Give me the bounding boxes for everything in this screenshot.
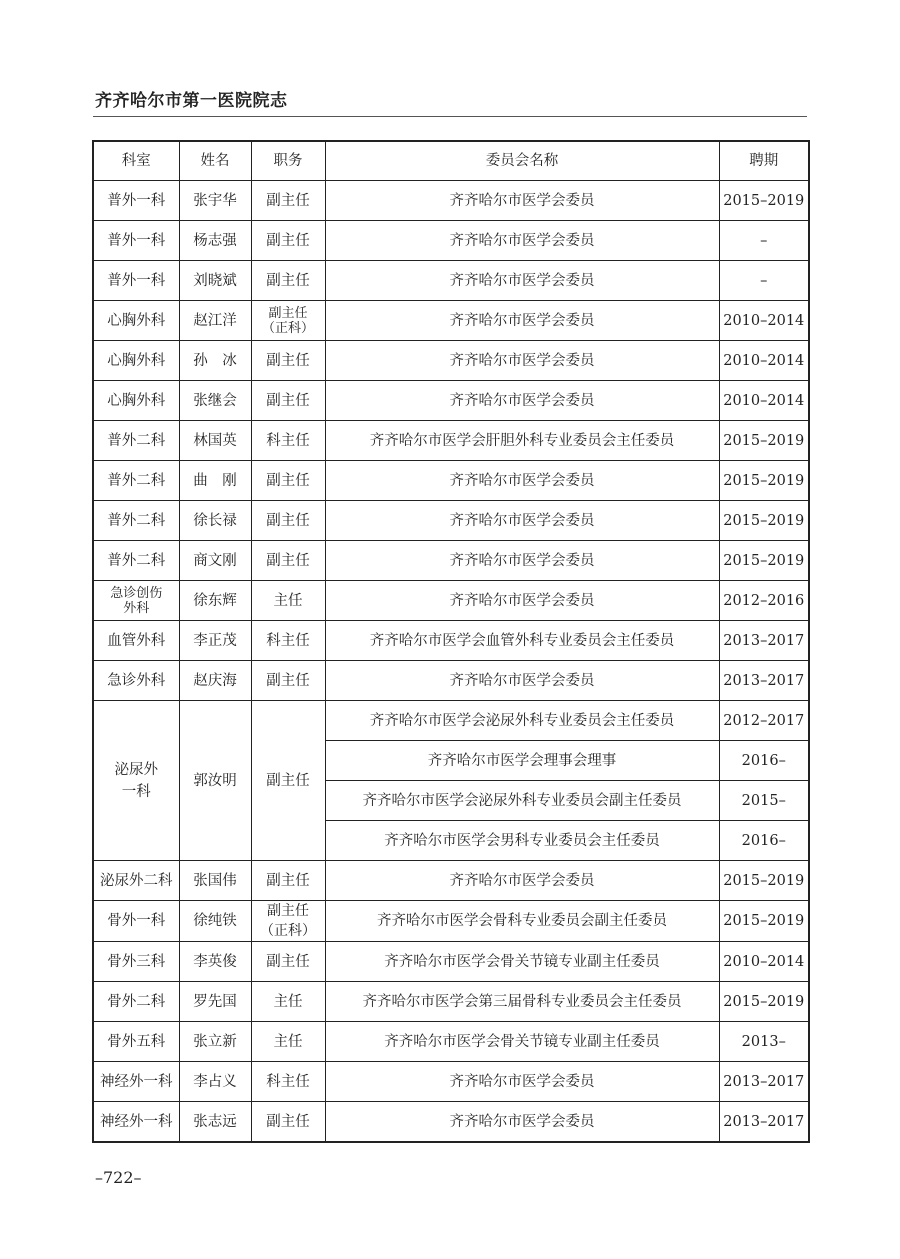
term-cell: 2010–2014 [719, 301, 809, 341]
committee-cell: 齐齐哈尔市医学会骨科专业委员会副主任委员 [325, 901, 719, 942]
table-row [93, 421, 809, 461]
name-cell: 林国英 [179, 421, 251, 461]
table-row [93, 1062, 809, 1102]
term-cell: 2013–2017 [719, 621, 809, 661]
term-cell: 2015–2019 [719, 901, 809, 942]
title-line-1: 副主任 [267, 903, 309, 919]
table-row [93, 181, 809, 221]
name-cell: 李正茂 [179, 621, 251, 661]
dept-cell: 心胸外科 [93, 381, 179, 421]
committee-cell: 齐齐哈尔市医学会肝胆外科专业委员会主任委员 [325, 421, 719, 461]
term-cell: 2010–2014 [719, 942, 809, 982]
title-cell: 副主任 [251, 1102, 325, 1143]
table-row [93, 301, 809, 341]
dept-cell: 普外二科 [93, 501, 179, 541]
dept-cell: 神经外一科 [93, 1062, 179, 1102]
column-header-name: 姓名 [179, 141, 251, 181]
title-cell [251, 301, 325, 341]
term-cell: 2013–2017 [719, 661, 809, 701]
committee-cell: 齐齐哈尔市医学会委员 [325, 341, 719, 381]
name-cell: 曲 刚 [179, 461, 251, 501]
name-cell: 孙 冰 [179, 341, 251, 381]
name-cell: 徐纯铁 [179, 901, 251, 942]
name-cell: 张国伟 [179, 861, 251, 901]
title-cell: 科主任 [251, 1062, 325, 1102]
name-cell: 张宇华 [179, 181, 251, 221]
title-cell: 副主任 [251, 261, 325, 301]
title-cell: 副主任 [251, 661, 325, 701]
name-cell: 赵江洋 [179, 301, 251, 341]
column-header-dept: 科室 [93, 141, 179, 181]
table-row [93, 701, 809, 741]
table-row [93, 901, 809, 942]
term-cell: 2015–2019 [719, 982, 809, 1022]
table-row [93, 341, 809, 381]
title-cell: 副主任 [251, 461, 325, 501]
committee-cell: 齐齐哈尔市医学会泌尿外科专业委员会主任委员 [325, 701, 719, 741]
committee-cell: 齐齐哈尔市医学会泌尿外科专业委员会副主任委员 [325, 781, 719, 821]
term-cell: 2010–2014 [719, 381, 809, 421]
name-cell: 徐长禄 [179, 501, 251, 541]
dept-cell: 神经外一科 [93, 1102, 179, 1143]
table-row [93, 1102, 809, 1143]
dept-cell: 骨外二科 [93, 982, 179, 1022]
dept-cell: 心胸外科 [93, 341, 179, 381]
title-line-1: 副主任 [268, 305, 308, 321]
committee-cell: 齐齐哈尔市医学会委员 [325, 381, 719, 421]
title-line-2: （正科） [261, 320, 314, 336]
committee-cell: 齐齐哈尔市医学会血管外科专业委员会主任委员 [325, 621, 719, 661]
dept-cell: 骨外一科 [93, 901, 179, 942]
dept-cell: 血管外科 [93, 621, 179, 661]
dept-cell: 普外二科 [93, 461, 179, 501]
dept-cell: 普外一科 [93, 221, 179, 261]
dept-cell [93, 701, 179, 861]
committee-cell: 齐齐哈尔市医学会理事会理事 [325, 741, 719, 781]
title-cell: 副主任 [251, 501, 325, 541]
committee-cell: 齐齐哈尔市医学会委员 [325, 221, 719, 261]
committee-cell: 齐齐哈尔市医学会委员 [325, 1102, 719, 1143]
name-cell: 商文刚 [179, 541, 251, 581]
title-cell: 副主任 [251, 861, 325, 901]
dept-cell [93, 581, 179, 621]
dept-cell: 普外二科 [93, 541, 179, 581]
table-row [93, 261, 809, 301]
committee-cell: 齐齐哈尔市医学会男科专业委员会主任委员 [325, 821, 719, 861]
term-cell: 2016– [719, 821, 809, 861]
name-cell: 张立新 [179, 1022, 251, 1062]
dept-cell: 骨外五科 [93, 1022, 179, 1062]
name-cell: 刘晓斌 [179, 261, 251, 301]
committee-cell: 齐齐哈尔市医学会委员 [325, 861, 719, 901]
dept-cell: 骨外三科 [93, 942, 179, 982]
committee-cell: 齐齐哈尔市医学会委员 [325, 541, 719, 581]
committee-cell: 齐齐哈尔市医学会第三届骨科专业委员会主任委员 [325, 982, 719, 1022]
title-cell: 主任 [251, 982, 325, 1022]
table-row [93, 1022, 809, 1062]
name-cell: 赵庆海 [179, 661, 251, 701]
title-cell: 主任 [251, 1022, 325, 1062]
title-cell: 副主任 [251, 942, 325, 982]
column-header-title: 职务 [251, 141, 325, 181]
table-row [93, 621, 809, 661]
committee-cell: 齐齐哈尔市医学会委员 [325, 261, 719, 301]
committee-cell: 齐齐哈尔市医学会委员 [325, 181, 719, 221]
name-cell: 李占义 [179, 1062, 251, 1102]
term-cell: – [719, 261, 809, 301]
term-cell: 2015–2019 [719, 421, 809, 461]
dept-cell: 普外二科 [93, 421, 179, 461]
table-row [93, 861, 809, 901]
table-row [93, 541, 809, 581]
term-cell: – [719, 221, 809, 261]
title-cell: 科主任 [251, 621, 325, 661]
committee-cell: 齐齐哈尔市医学会委员 [325, 661, 719, 701]
table-row [93, 982, 809, 1022]
committee-cell: 齐齐哈尔市医学会委员 [325, 1062, 719, 1102]
name-cell: 张志远 [179, 1102, 251, 1143]
name-cell: 罗先国 [179, 982, 251, 1022]
term-cell: 2015–2019 [719, 861, 809, 901]
dept-cell: 急诊外科 [93, 661, 179, 701]
term-cell: 2015–2019 [719, 501, 809, 541]
dept-line-1: 急诊创伤 [110, 585, 163, 601]
dept-cell: 普外一科 [93, 261, 179, 301]
page-number: –722– [95, 1168, 142, 1187]
dept-cell: 泌尿外二科 [93, 861, 179, 901]
title-cell: 副主任 [251, 381, 325, 421]
title-cell: 副主任 [251, 541, 325, 581]
table-row [93, 461, 809, 501]
term-cell: 2012–2016 [719, 581, 809, 621]
term-cell: 2013–2017 [719, 1062, 809, 1102]
term-cell: 2015–2019 [719, 461, 809, 501]
committee-cell: 齐齐哈尔市医学会委员 [325, 301, 719, 341]
table-row [93, 661, 809, 701]
term-cell: 2013–2017 [719, 1102, 809, 1143]
name-cell: 杨志强 [179, 221, 251, 261]
title-line-2: （正科） [260, 923, 316, 939]
term-cell: 2015–2019 [719, 181, 809, 221]
dept-line-1: 泌尿外 [114, 761, 158, 778]
dept-line-2: 外科 [123, 600, 150, 616]
committee-cell: 齐齐哈尔市医学会骨关节镜专业副主任委员 [325, 942, 719, 982]
table-row [93, 381, 809, 421]
title-cell: 副主任 [251, 221, 325, 261]
term-cell: 2015–2019 [719, 541, 809, 581]
committee-cell: 齐齐哈尔市医学会骨关节镜专业副主任委员 [325, 1022, 719, 1062]
table-row [93, 501, 809, 541]
column-header-term: 聘期 [719, 141, 809, 181]
book-title: 齐齐哈尔市第一医院院志 [95, 91, 288, 111]
title-cell: 主任 [251, 581, 325, 621]
committee-cell: 齐齐哈尔市医学会委员 [325, 461, 719, 501]
table-row [93, 942, 809, 982]
term-cell: 2016– [719, 741, 809, 781]
name-cell: 张继会 [179, 381, 251, 421]
dept-line-2: 一科 [121, 783, 151, 800]
committee-cell: 齐齐哈尔市医学会委员 [325, 501, 719, 541]
name-cell: 郭汝明 [179, 701, 251, 861]
term-cell: 2015– [719, 781, 809, 821]
term-cell: 2012–2017 [719, 701, 809, 741]
name-cell: 徐东辉 [179, 581, 251, 621]
table-header-row [93, 141, 809, 181]
header-rule [93, 116, 807, 117]
column-header-committee: 委员会名称 [325, 141, 719, 181]
term-cell: 2010–2014 [719, 341, 809, 381]
title-cell: 副主任 [251, 701, 325, 861]
title-cell [251, 901, 325, 942]
dept-cell: 普外一科 [93, 181, 179, 221]
dept-cell: 心胸外科 [93, 301, 179, 341]
committee-cell: 齐齐哈尔市医学会委员 [325, 581, 719, 621]
table-row [93, 581, 809, 621]
title-cell: 副主任 [251, 341, 325, 381]
table-row [93, 221, 809, 261]
name-cell: 李英俊 [179, 942, 251, 982]
title-cell: 副主任 [251, 181, 325, 221]
term-cell: 2013– [719, 1022, 809, 1062]
title-cell: 科主任 [251, 421, 325, 461]
committee-table [92, 140, 810, 1143]
